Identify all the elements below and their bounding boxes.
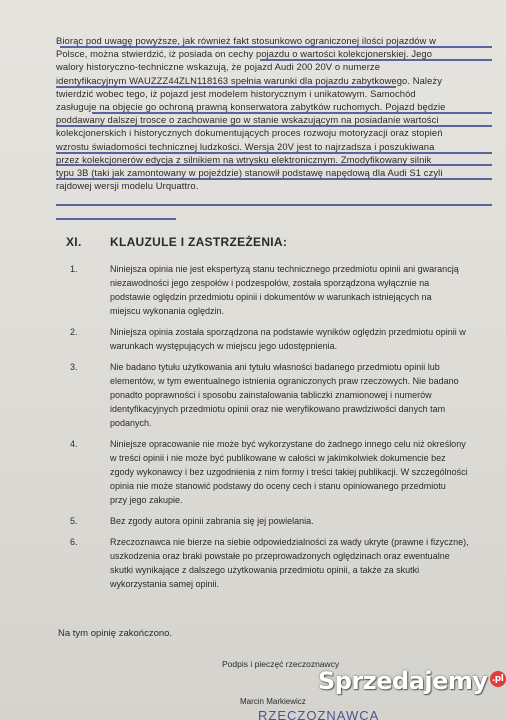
clause-line: Rzeczoznawca nie bierze na siebie odpowiedzialności za wady ukryte (prawne i fizyczne), [110, 537, 469, 547]
clause-item [70, 437, 500, 507]
paragraph-line: wzrostu świadomości technicznej ludzkości. Wersja 20V jest to najrzadsza i poszukiwana [56, 140, 435, 152]
clause-line: Niniejsze opracowanie nie może być wykorzystane do żadnego innego celu niż określony [110, 439, 466, 449]
expert-name: Marcin Markiewicz [240, 697, 306, 706]
clause-line: uszkodzenia oraz braki powstałe po przeprowadzonych oględzinach oraz ewentualne [110, 551, 450, 561]
pen-underline [56, 218, 176, 220]
conclusion-paragraph [56, 34, 494, 192]
clause-number: 6. [70, 537, 78, 547]
clause-text [110, 514, 500, 528]
section-heading [66, 235, 287, 249]
clause-line: podstawie oględzin przedmiotu opinii i dokumentów w warunkach istniejących na [110, 292, 432, 302]
clause-line: Bez zgody autora opinii zabrania się jej powielania. [110, 516, 314, 526]
watermark-badge: .pl [490, 671, 506, 687]
clause-line: miejscu wykonania oględzin. [110, 306, 225, 316]
clause-line: elementów, w tym ewentualnego istnienia ograniczonych praw rzeczowych. Nie badano [110, 376, 459, 386]
site-watermark [318, 667, 506, 695]
expert-stamp: RZECZOZNAWCA [258, 708, 380, 720]
paragraph-line: walory historyczno-techniczne wskazują, że pojazd Audi 200 20V o numerze [56, 61, 381, 73]
clause-number: 1. [70, 264, 78, 274]
paragraph-line: Polsce, można stwierdzić, iż posiada on cechy pojazdu o wartości kolekcjonerskiej. Jego [56, 48, 433, 60]
clause-text [110, 360, 500, 430]
clause-line: Nie badano tytułu użytkowania ani tytułu własności badanego przedmiotu opinii lub [110, 362, 440, 372]
pen-underline [56, 204, 492, 206]
paragraph-line: kolekcjonerskich i historycznych dokumentujących proces rozwoju motoryzacji oraz stopień [56, 127, 443, 139]
paragraph-line: poddawany dalszej trosce o zachowanie go w stanie wskazującym na posiadanie wartości [56, 114, 439, 126]
paragraph-line: identyfikacyjnym WAUZZZ44ZLN118163 spełnia warunki dla pojazdu zabytkowego. Należy [56, 74, 442, 86]
clause-item [70, 535, 500, 591]
section-number: XI. [66, 235, 82, 249]
clause-line: w treści opinii i nie może być publikowane w całości w jakimkolwiek dokumencie bez [110, 453, 446, 463]
paragraph-line: zasługuje na objęcie go ochroną prawną konserwatora zabytków ruchomych. Pojazd będzie [56, 101, 446, 113]
watermark-text: Sprzedajemy [318, 667, 488, 695]
clause-line: opinia nie może stanowić podstawy do oceny cech i stanu opiniowanego przedmiotu [110, 481, 446, 491]
paragraph-line: typu 3B (taki jak zamontowany w pojeździe) stanowił podstawę napędową dla Audi S1 czyli [56, 167, 443, 179]
paragraph-line: przez kolekcjonerów edycja z silnikiem na wtrysku elektronicznym. Zmodyfikowany silnik [56, 153, 432, 165]
paragraph-line: twierdzić wobec tego, iż pojazd jest modelem historycznym i unikatowym. Samochód [56, 87, 416, 99]
signature-label: Podpis i pieczęć rzeczoznawcy [222, 659, 340, 669]
clause-text [110, 325, 500, 353]
clause-line: podanych. [110, 418, 152, 428]
clause-line: Niniejsza opinia nie jest ekspertyzą stanu technicznego przedmiotu opinii ani gwarancją [110, 264, 459, 274]
clause-line: wykorzystania samej opinii. [110, 579, 220, 589]
clause-line: warunkach występujących w miejscu jego udostępnienia. [110, 341, 338, 351]
clauses-list [70, 262, 500, 598]
clause-item [70, 325, 500, 353]
clause-line: zgody wykonawcy i bez uzgodnienia z nim formy i treści takiej publikacji. W szczególności [110, 467, 468, 477]
clause-line: niezawodności jego zespołów i podzespołów, została sporządzona wyłącznie na [110, 278, 430, 288]
closing-statement: Na tym opinię zakończono. [58, 628, 173, 639]
clause-number: 4. [70, 439, 78, 449]
clause-line: identyfikacyjnych przedmiotu opinii oraz nie weryfikowano prawdziwości danych tam [110, 404, 446, 414]
clause-line: Niniejsza opinia została sporządzona na podstawie wyników oględzin przedmiotu opinii w [110, 327, 466, 337]
clause-text [110, 262, 500, 318]
paragraph-line: rajdowej wersji modelu Urquattro. [56, 180, 199, 192]
clause-item [70, 262, 500, 318]
clause-line: ponadto poprawności i sposobu zainstalowania tabliczki znamionowej i numerów [110, 390, 432, 400]
clause-item [70, 514, 500, 528]
clause-line: przy jego zakupie. [110, 495, 183, 505]
section-title: KLAUZULE I ZASTRZEŻENIA: [110, 235, 288, 249]
clause-text [110, 535, 500, 591]
paragraph-line: Biorąc pod uwagę powyższe, jak również fakt stosunkowo ograniczonej ilości pojazdów w [56, 35, 437, 46]
clause-item [70, 360, 500, 430]
clause-number: 3. [70, 362, 78, 372]
clause-number: 2. [70, 327, 78, 337]
clause-line: skutki wynikające z dalszego użytkowania przedmiotu opinii, a także za skutki [110, 565, 420, 575]
clause-number: 5. [70, 516, 78, 526]
clause-text [110, 437, 500, 507]
